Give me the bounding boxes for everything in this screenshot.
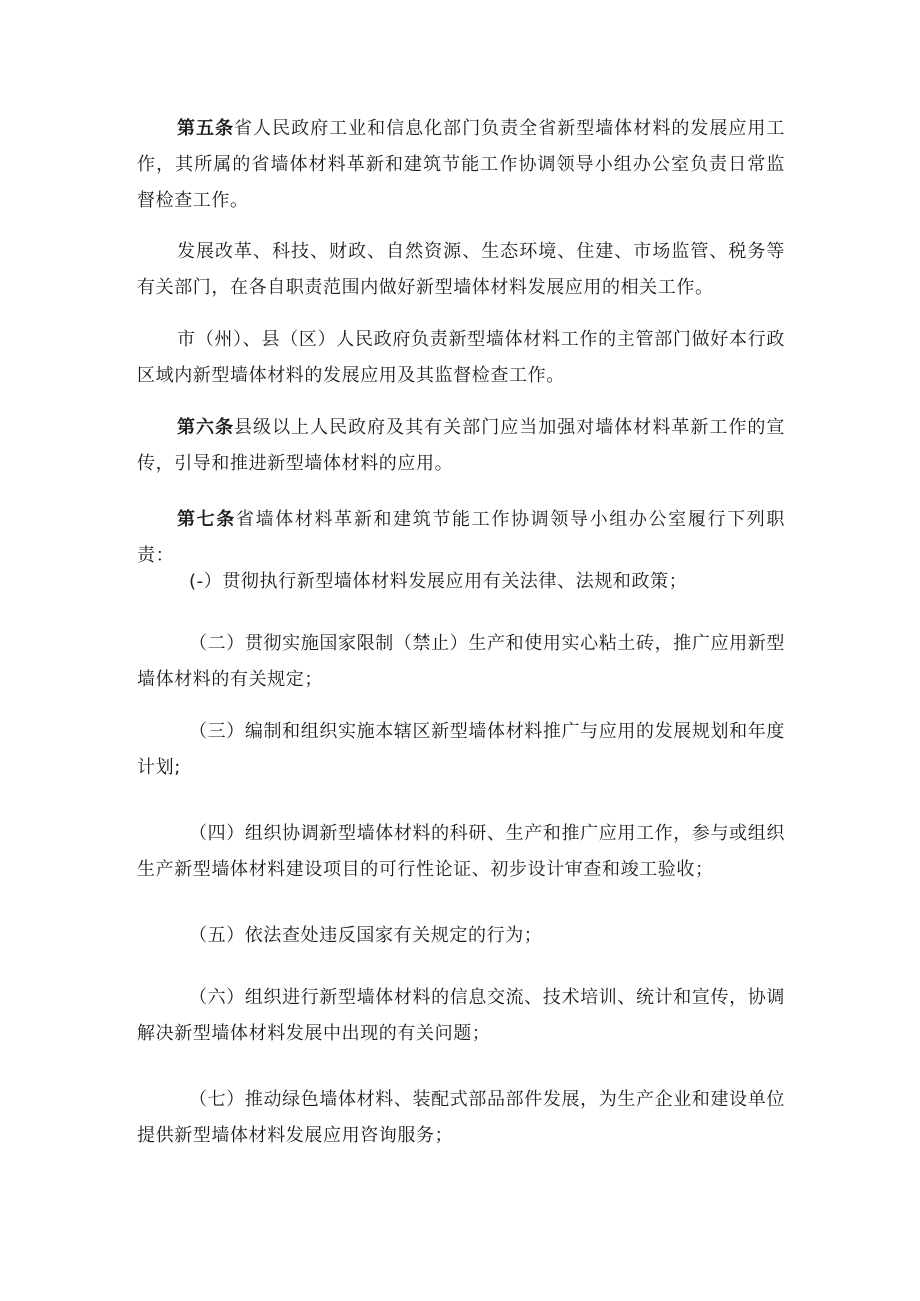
article-5-heading: 第五条	[177, 118, 235, 139]
article-5-text-3: 市（州）、县（区）人民政府负责新型墙体材料工作的主管部门做好本行政区域内新型墙体材料的发展应用及其监督检查工作。	[137, 329, 785, 386]
duty-item-4	[137, 816, 785, 888]
article-5-paragraph-3	[137, 322, 785, 394]
duty-item-7	[137, 1082, 785, 1154]
duty-item-2	[137, 626, 785, 698]
duty-item-3-text: （三）编制和组织实施本辖区新型墙体材料推广与应用的发展规划和年度计划;	[137, 721, 785, 778]
article-6-text: 县级以上人民政府及其有关部门应当加强对墙体材料革新工作的宣传，引导和推进新型墙体材料的应用。	[137, 417, 785, 474]
article-6-heading: 第六条	[177, 417, 235, 438]
article-6-paragraph	[137, 410, 785, 482]
duty-item-1-text: (-）贯彻执行新型墙体材料发展应用有关法律、法规和政策；	[189, 571, 688, 592]
duty-item-5	[137, 918, 785, 954]
duty-item-4-text: （四）组织协调新型墙体材料的科研、生产和推广应用工作，参与或组织生产新型墙体材料建设项目的可行性论证、初步设计审查和竣工验收；	[137, 823, 785, 880]
article-5-text: 省人民政府工业和信息化部门负责全省新型墙体材料的发展应用工作，其所属的省墙体材料革新和建筑节能工作协调领导小组办公室负责日常监督检查工作。	[137, 118, 785, 211]
duty-item-1	[137, 564, 785, 600]
duty-item-5-text: （五）依法查处违反国家有关规定的行为；	[189, 925, 543, 946]
duty-item-3	[137, 714, 785, 786]
duty-item-6	[137, 980, 785, 1052]
duty-item-2-text: （二）贯彻实施国家限制（禁止）生产和使用实心粘土砖，推广应用新型墙体材料的有关规定；	[137, 633, 785, 690]
duty-item-7-text: （七）推动绿色墙体材料、装配式部品部件发展，为生产企业和建设单位提供新型墙体材料发展应用咨询服务；	[137, 1089, 785, 1146]
article-5-paragraph	[137, 111, 785, 219]
article-7-text: 省墙体材料革新和建筑节能工作协调领导小组办公室履行下列职责：	[137, 509, 786, 566]
article-5-text-2: 发展改革、科技、财政、自然资源、生态环境、住建、市场监管、税务等有关部门，在各自职责范围内做好新型墙体材料发展应用的相关工作。	[137, 241, 785, 298]
duty-item-6-text: （六）组织进行新型墙体材料的信息交流、技术培训、统计和宣传，协调解决新型墙体材料发展中出现的有关问题；	[137, 987, 785, 1044]
article-7-heading: 第七条	[177, 509, 236, 530]
article-5-paragraph-2	[137, 234, 785, 306]
